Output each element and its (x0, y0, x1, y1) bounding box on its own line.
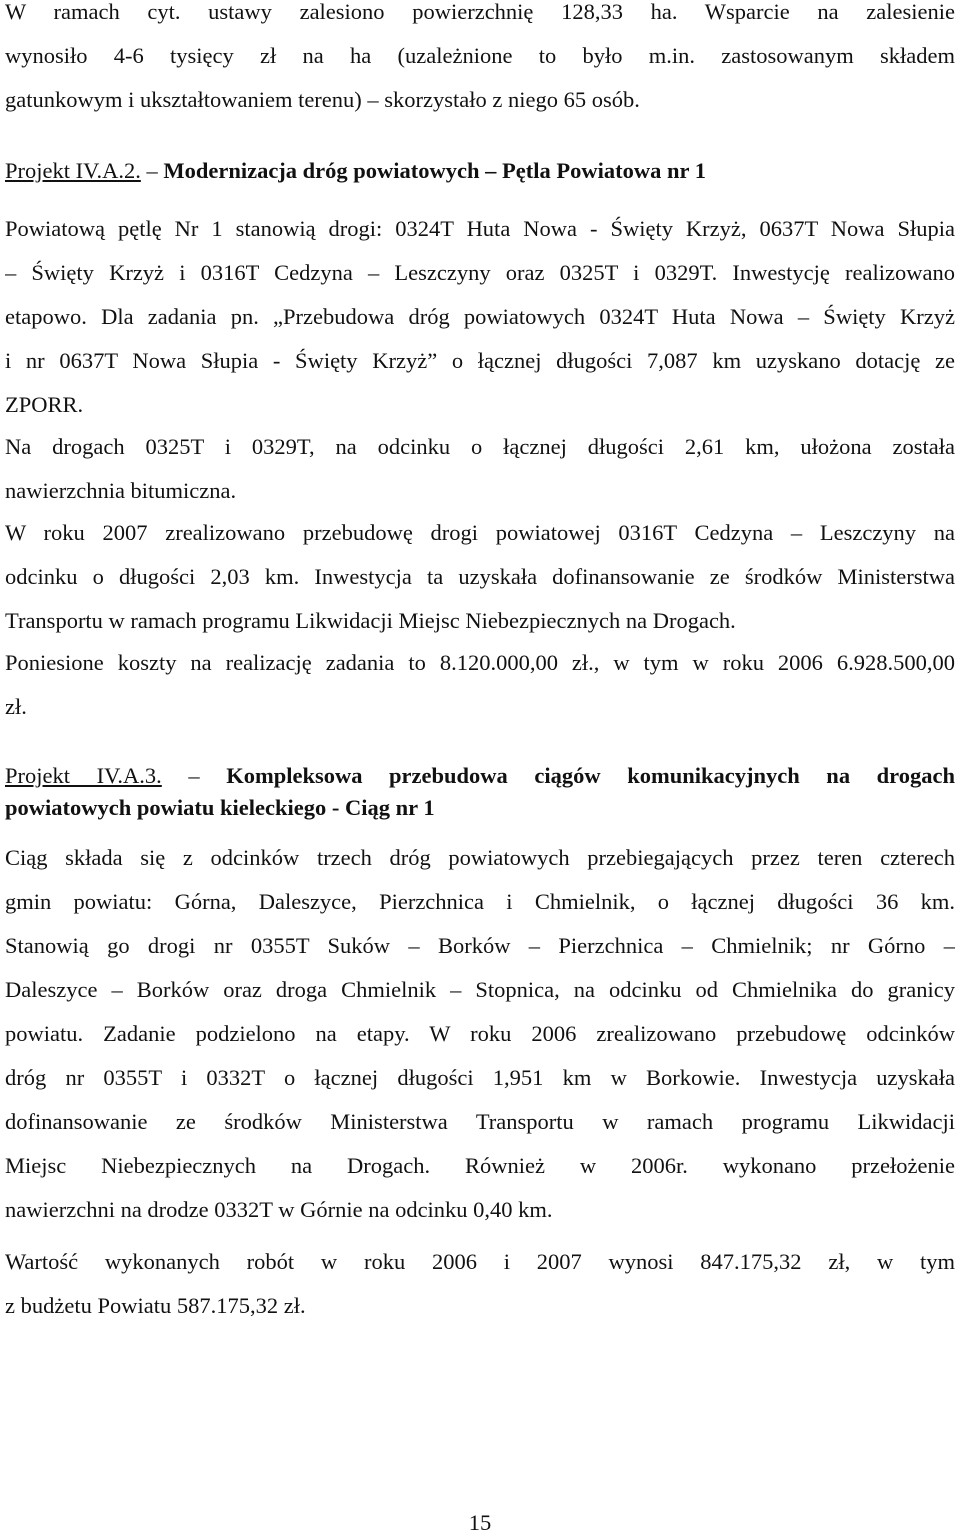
paragraph-line: zł. (5, 694, 27, 719)
intro-paragraph (5, 0, 955, 122)
paragraph-line: Ciąg składa się z odcinków trzech dróg powiatowych przebiegających przez teren czterech (5, 845, 955, 870)
paragraph-line: gmin powiatu: Górna, Daleszyce, Pierzchnica i Chmielnik, o łącznej długości 36 km. (5, 889, 955, 914)
paragraph-line: etapowo. Dla zadania pn. „Przebudowa dróg powiatowych 0324T Huta Nowa – Święty Krzyż (5, 304, 955, 329)
project-3-paragraph-2 (5, 1240, 955, 1328)
project-3-title: Kompleksowa przebudowa ciągów komunikacyjnych na drogach (226, 763, 955, 788)
heading-dash: – (140, 158, 164, 183)
paragraph-line: Powiatową pętlę Nr 1 stanowią drogi: 0324T Huta Nowa - Święty Krzyż, 0637T Nowa Słupia (5, 216, 955, 241)
intro-line: gatunkowym i ukształtowaniem terenu) – skorzystało z niego 65 osób. (5, 87, 640, 112)
project-3-title-line-2: powiatowych powiatu kieleckiego - Ciąg nr 1 (5, 795, 435, 820)
project-2-label: Projekt IV.A.2. (5, 158, 141, 183)
project-3-label: Projekt IV.A.3. (5, 763, 162, 788)
paragraph-line: Na drogach 0325T i 0329T, na odcinku o łącznej długości 2,61 km, ułożona została (5, 434, 955, 459)
paragraph-line: nawierzchni na drodze 0332T w Górnie na odcinku 0,40 km. (5, 1197, 553, 1222)
project-2-heading (5, 149, 955, 193)
paragraph-line: Poniesione koszty na realizację zadania to 8.120.000,00 zł., w tym w roku 2006 6.928.500,00 (5, 650, 955, 675)
paragraph-line: nawierzchnia bitumiczna. (5, 478, 237, 503)
project-2-paragraph-3 (5, 511, 955, 643)
paragraph-line: i nr 0637T Nowa Słupia - Święty Krzyż” o łącznej długości 7,087 km uzyskano dotację ze (5, 348, 955, 373)
project-2-paragraph-2 (5, 425, 955, 513)
intro-line: W ramach cyt. ustawy zalesiono powierzchnię 128,33 ha. Wsparcie na zalesienie (5, 0, 955, 24)
paragraph-line: – Święty Krzyż i 0316T Cedzyna – Leszczyny oraz 0325T i 0329T. Inwestycję realizowano (5, 260, 955, 285)
paragraph-line: Miejsc Niebezpiecznych na Drogach. Również w 2006r. wykonano przełożenie (5, 1153, 955, 1178)
paragraph-line: ZPORR. (5, 392, 84, 417)
paragraph-line: dróg nr 0355T i 0332T o łącznej długości 1,951 km w Borkowie. Inwestycja uzyskała (5, 1065, 955, 1090)
project-2-title: Modernizacja dróg powiatowych – Pętla Powiatowa nr 1 (163, 158, 706, 183)
paragraph-line: odcinku o długości 2,03 km. Inwestycja ta uzyskała dofinansowanie ze środków Ministerstwa (5, 564, 955, 589)
page-number: 15 (468, 1510, 492, 1535)
paragraph-line: Wartość wykonanych robót w roku 2006 i 2007 wynosi 847.175,32 zł, w tym (5, 1249, 955, 1274)
project-3-heading (5, 760, 955, 824)
paragraph-line: z budżetu Powiatu 587.175,32 zł. (5, 1293, 306, 1318)
paragraph-line: Daleszyce – Borków oraz droga Chmielnik – Stopnica, na odcinku od Chmielnika do granicy (5, 977, 955, 1002)
project-3-paragraph-1 (5, 836, 955, 1232)
paragraph-line: Transportu w ramach programu Likwidacji Miejsc Niebezpiecznych na Drogach. (5, 608, 736, 633)
paragraph-line: Stanowią go drogi nr 0355T Suków – Borków – Pierzchnica – Chmielnik; nr Górno – (5, 933, 955, 958)
heading-dash: – (161, 763, 227, 788)
paragraph-line: dofinansowanie ze środków Ministerstwa Transportu w ramach programu Likwidacji (5, 1109, 955, 1134)
paragraph-line: W roku 2007 zrealizowano przebudowę drogi powiatowej 0316T Cedzyna – Leszczyny na (5, 520, 955, 545)
project-2-paragraph-1 (5, 207, 955, 427)
project-3-heading-line (5, 760, 955, 792)
intro-line: wynosiło 4-6 tysięcy zł na ha (uzależnione to było m.in. zastosowanym składem (5, 43, 955, 68)
project-2-paragraph-4 (5, 641, 955, 729)
paragraph-line: powiatu. Zadanie podzielono na etapy. W roku 2006 zrealizowano przebudowę odcinków (5, 1021, 955, 1046)
